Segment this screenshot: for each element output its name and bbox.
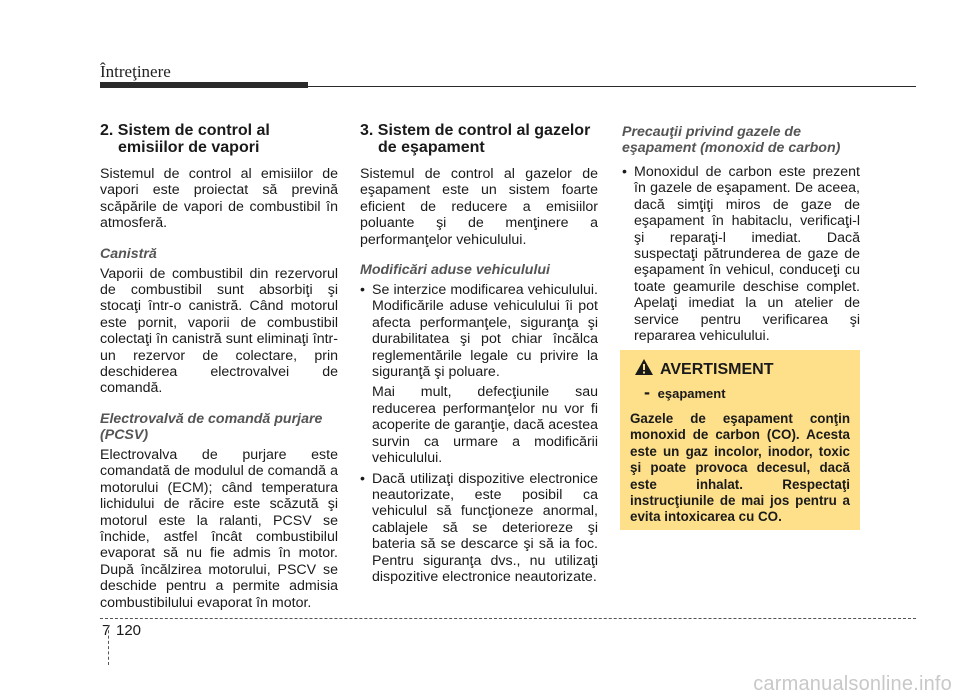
pcsv-text: Electrovalva de purjare este comandată de modulul de comandă a motorului (ECM); când temperatura lichidului de răcire este scăzută şi motorul este la ralanti, PCSV se închide, astfel încât combustibilul evaporat să nu fie admis în motor. După încălzirea motorului, PSCV se deschide pentru a permite admisia combustibilului evaporat în motor.: [100, 446, 338, 611]
bullet-mark: •: [360, 470, 365, 487]
vapor-section-number: 2.: [100, 122, 114, 139]
warning-subtitle: eşapament: [657, 386, 726, 401]
watermark: carmanualsonline.info: [753, 673, 952, 695]
pcsv-heading: Electrovalvă de comandă purjare (PCSV): [100, 410, 323, 443]
modification-bullet-1-sub: Mai mult, defecţiunile sau reducerea performanţelor nu vor fi acoperite de garanţie, dacă acestea survin ca urmare a modificării vehiculului.: [372, 384, 598, 467]
exhaust-section-heading: [360, 122, 598, 156]
page-number: 120: [116, 622, 142, 639]
list-item: [622, 164, 860, 344]
warning-box: [620, 350, 860, 530]
modifications-heading: Modificări aduse vehiculului: [360, 262, 550, 279]
column-co-precautions: [622, 124, 860, 348]
vapor-section-heading: [100, 122, 338, 156]
canister-heading: Canistră: [100, 245, 157, 262]
vapor-section-title-line2: emisiilor de vapori: [118, 139, 260, 156]
warning-subtitle-row: [644, 382, 850, 403]
co-precautions-list: [622, 164, 860, 344]
bullet-mark: •: [622, 164, 627, 180]
exhaust-section-number: 3.: [360, 122, 374, 139]
header-rule-thick: [100, 82, 308, 88]
list-item: [360, 282, 598, 466]
footer-divider: [100, 618, 916, 619]
column-exhaust-control: [360, 122, 598, 589]
modifications-list: [360, 282, 598, 585]
vapor-intro-text: Sistemul de control al emisiilor de vapori este proiectat să prevină scăpările de vapori de combustibil în atmosferă.: [100, 166, 338, 232]
warning-dash: -: [644, 382, 650, 402]
column-vapor-emission: [100, 122, 338, 615]
modification-bullet-2: Dacă utilizaţi dispozitive electronice neautorizate, este posibil ca vehiculul să funcţioneze anormal, cablajele să se deterioreze şi bateria să se descarce şi să ia foc. Pentru siguranţa dvs., nu utilizaţi dispozitive electronice neautorizate.: [372, 470, 598, 585]
list-item: [360, 471, 598, 586]
warning-triangle-icon: [634, 358, 654, 381]
co-bullet-1: Monoxidul de carbon este prezent în gazele de eşapament. De aceea, dacă simţiţi miros de gaze de eşapament în habitaclu, verificaţi-l şi reparaţi-l imediat. Dacă suspectaţi pătrunderea de gaze de eşapament în vehicul, conduceţi cu toate geamurile deschise complet. Apelaţi imediat la un atelier de service pentru verificarea şi repararea vehiculului.: [634, 164, 860, 345]
exhaust-section-title-line2: de eşapament: [378, 139, 485, 156]
page-number-divider: [108, 625, 109, 665]
bullet-mark: •: [360, 282, 365, 299]
vapor-section-title-line1: Sistem de control al: [117, 122, 270, 139]
co-precautions-heading: Precauţii privind gazele de eşapament (monoxid de carbon): [622, 124, 841, 156]
warning-header: [634, 358, 850, 381]
modification-bullet-1: Se interzice modificarea vehiculului. Modificările aduse vehiculului îi pot afecta performanţele, siguranţa şi durabilitatea şi pot chiar încălca reglementările legale cu privire la siguranţă şi poluare.: [372, 282, 598, 381]
exhaust-intro-text: Sistemul de control al gazelor de eşapament este un sistem foarte eficient de reducere a emisiilor poluante şi de menţinere a performanţelor vehiculului.: [360, 166, 598, 248]
chapter-number: 7: [102, 622, 111, 639]
warning-body: Gazele de eşapament conţin monoxid de carbon (CO). Acesta este un gaz incolor, inodor, toxic şi poate provoca decesul, dacă este inhalat. Respectaţi instrucţiunile de mai jos pentru a evita intoxicarea cu CO.: [630, 411, 850, 525]
header-rule-thin: [100, 86, 916, 87]
section-title: Întreţinere: [100, 62, 171, 81]
canister-text: Vaporii de combustibil din rezervorul de combustibil sunt absorbiţi şi stocaţi într-o canistră. Când motorul este pornit, vaporii de combustibil colectaţi în canistră sunt eliminaţi într-un rezervor de colectare, prin deschiderea electrovalvei de comandă.: [100, 265, 338, 397]
exhaust-section-title-line1: Sistem de control al gazelor: [377, 122, 591, 139]
warning-title: AVERTISMENT: [660, 360, 774, 378]
